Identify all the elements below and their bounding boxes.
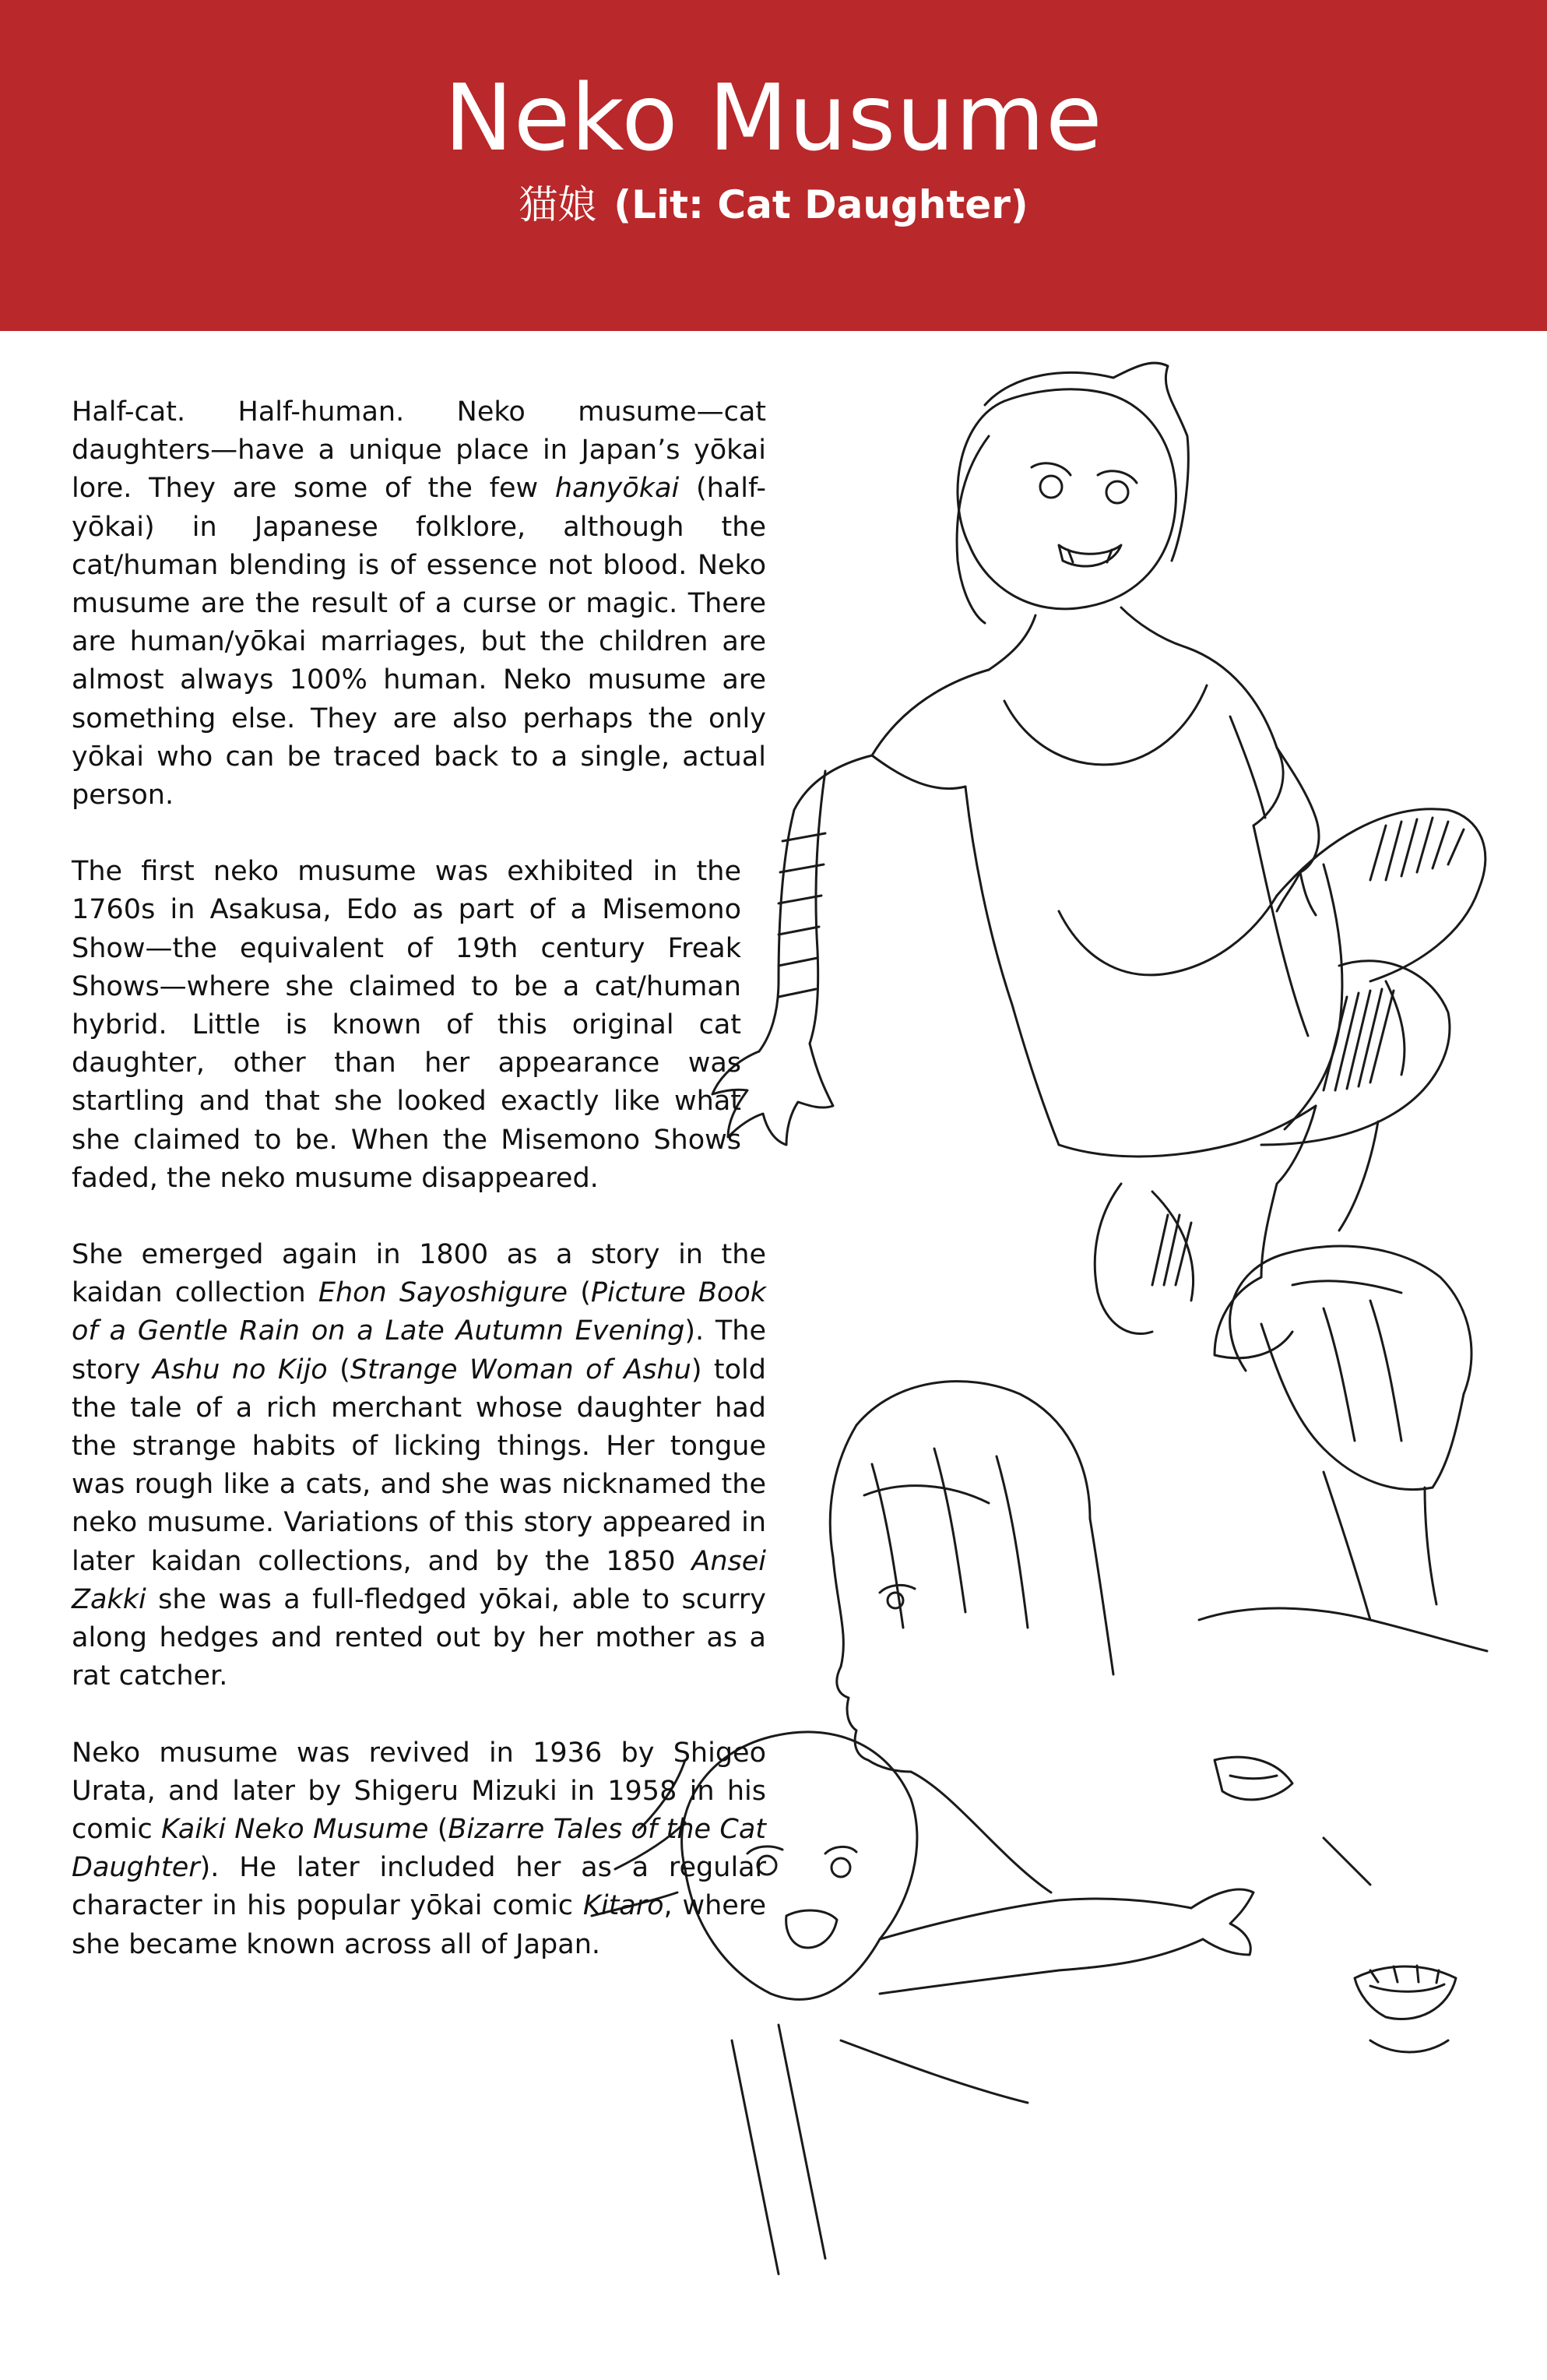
literal-translation: (Lit: Cat Daughter) bbox=[614, 182, 1028, 227]
paragraph-text: ). He later included her as a regular character in his popular yōkai comic bbox=[72, 1852, 766, 1922]
italic-title-text: Strange Woman of Ashu bbox=[350, 1354, 691, 1385]
paragraph-text: ( bbox=[428, 1813, 448, 1845]
italic-title-text: Ansei Zakki bbox=[72, 1545, 766, 1615]
paragraph-text: The first neko musume was exhibited in the 1760s in Asakusa, Edo as part of a Misemono Show—the equivalent of 19th century Freak Shows—where she claimed to be a cat/human hybrid. Little is known of this original cat daughter, other than her appearance was startling and that she looked exactly like what she claimed to be. When the Misemono Shows faded, the neko musume disappeared. bbox=[72, 856, 741, 1194]
paragraph-text: ) told the tale of a rich merchant whose daughter had the strange habits of licking things. Her tongue was rough like a cats, and she was nicknamed the neko musume. Variations of this story appeared in later kaidan collections, and by the 1850 bbox=[72, 1354, 766, 1577]
crouching-girl-figure bbox=[712, 363, 1485, 1358]
paragraph bbox=[72, 1734, 766, 1964]
head-sketch-profile-view bbox=[830, 1382, 1370, 1892]
italic-title-text: Ehon Sayoshigure bbox=[318, 1277, 568, 1309]
paragraph-text: ( bbox=[327, 1354, 350, 1385]
paragraph-text: (half-yōkai) in Japanese folklore, although the cat/human blending is of essence not blood. Neko musume are the result of a curse or magic. There are human/yōkai marriages, but the children are almost always 100% human. Neko musume are something else. They are also perhaps the only yōkai who can be traced back to a single, actual person. bbox=[72, 473, 767, 812]
italic-title-text: Ashu no Kijo bbox=[152, 1354, 328, 1385]
italic-title-text: Picture Book of a Gentle Rain on a Late Autumn Evening bbox=[72, 1277, 766, 1347]
paragraph bbox=[72, 1236, 766, 1695]
mouth-sketch bbox=[1355, 1966, 1456, 2052]
head-sketch-back-view bbox=[1199, 1246, 1487, 1651]
italic-title-text: Bizarre Tales of the Cat Daughter bbox=[72, 1813, 766, 1884]
paragraph-text: ( bbox=[568, 1277, 591, 1309]
paragraph-text: she was a full-fledged yōkai, able to scurry along hedges and rented out by her mother as a rat catcher. bbox=[72, 1583, 766, 1692]
paragraph-text: Half-cat. Half-human. Neko musume—cat daughters—have a unique place in Japan’s yōkai lore. They are some of the few bbox=[72, 396, 766, 505]
paragraph-text: Neko musume was revived in 1936 by Shigeo Urata, and later by Shigeru Mizuki in 1958 in his comic bbox=[72, 1737, 766, 1845]
italic-title-text: Kaiki Neko Musume bbox=[161, 1813, 429, 1845]
paragraph bbox=[72, 853, 741, 1198]
paragraph-text: ). The story bbox=[72, 1315, 766, 1385]
paragraph bbox=[72, 393, 766, 815]
page-title: Neko Musume bbox=[444, 64, 1103, 171]
paragraph-text: She emerged again in 1800 as a story in the kaidan collection bbox=[72, 1239, 766, 1309]
kanji-name: 猫娘 bbox=[519, 182, 597, 227]
italic-title-text: hanyōkai bbox=[554, 473, 680, 505]
paragraph-text: , where she became known across all of Japan. bbox=[72, 1890, 766, 1960]
italic-title-text: Kitaro bbox=[582, 1890, 664, 1922]
article-body bbox=[72, 393, 772, 2002]
